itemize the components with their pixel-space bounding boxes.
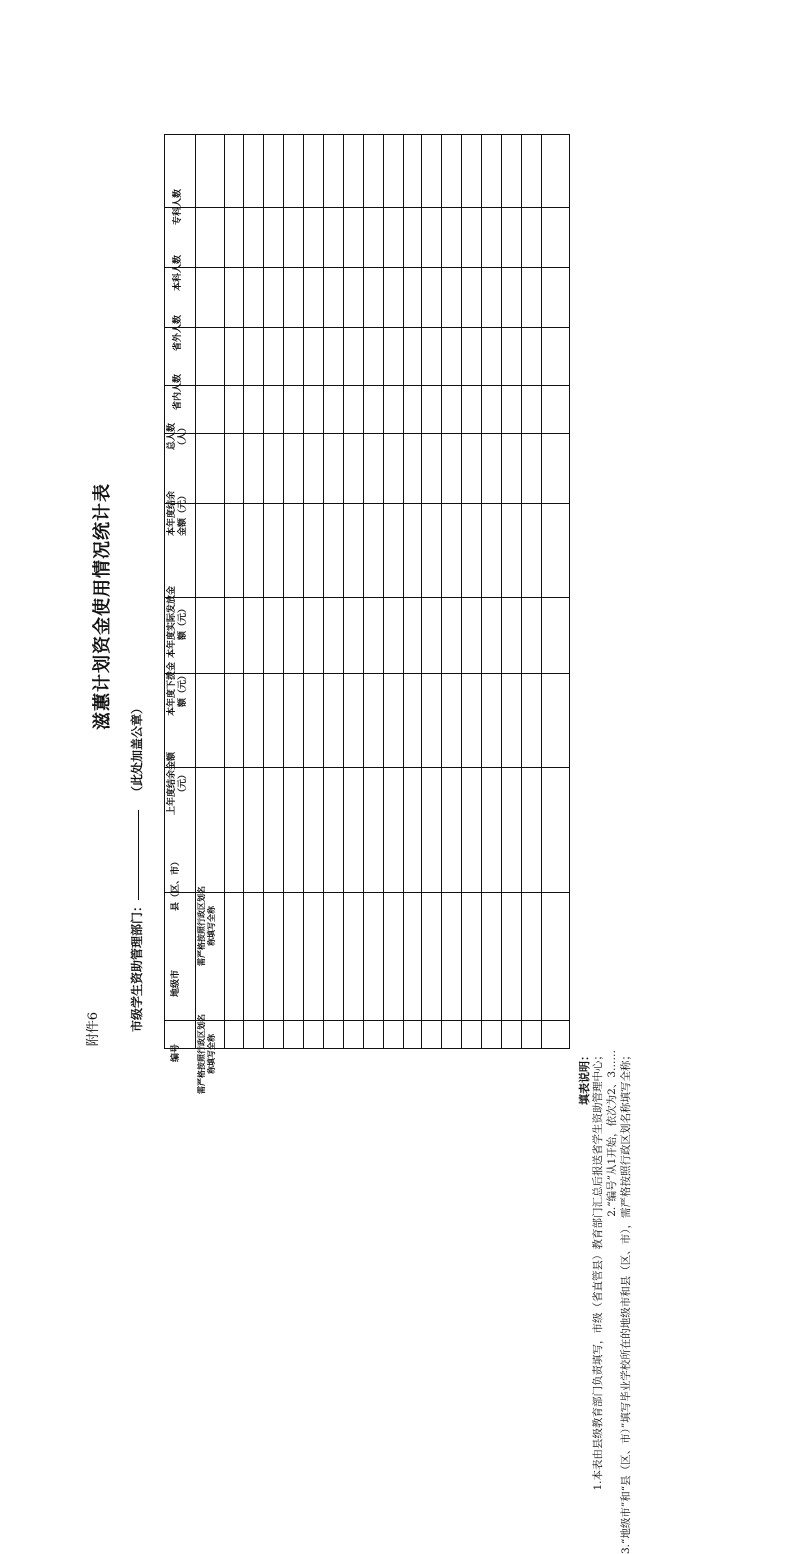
header-text: 额（元） xyxy=(178,671,188,708)
notes-title: 填表说明： xyxy=(578,1050,591,1105)
table-column-divider xyxy=(165,767,569,768)
table-row-divider xyxy=(195,135,196,1048)
note-item: 1.本表由县级教育部门负责填写，市级（省直管县）教育部门汇总后报送省学生资助管理中心； xyxy=(592,1050,604,1491)
header-text: 总人数 xyxy=(167,422,177,450)
table-column-divider xyxy=(165,597,569,598)
stamp-note: （此处加盖公章） xyxy=(130,702,144,799)
header-text: 地级市 xyxy=(171,969,181,997)
table-row-divider xyxy=(323,135,324,1048)
header-text: 本科人数 xyxy=(173,255,183,292)
table-row-divider xyxy=(461,135,462,1048)
header-text: 上年度结余金额 xyxy=(167,751,177,815)
table-row-divider xyxy=(224,135,225,1048)
table-row-divider xyxy=(283,135,284,1048)
table-row-divider xyxy=(363,135,364,1048)
page-title: 滋蕙计划资金使用情况统计表 xyxy=(92,483,113,730)
header-undergrad xyxy=(173,255,184,291)
header-seq xyxy=(171,1044,182,1062)
header-text: 本年度实际发放金 xyxy=(167,586,177,659)
table-column-divider xyxy=(165,207,569,208)
header-city xyxy=(171,970,182,997)
header-text: 省外人数 xyxy=(173,315,183,352)
header-allocated xyxy=(167,662,189,716)
table-column-divider xyxy=(165,433,569,434)
table-row-divider xyxy=(501,135,502,1048)
table-column-divider xyxy=(165,267,569,268)
table-row-divider xyxy=(263,135,264,1048)
table-row-divider xyxy=(303,135,304,1048)
table-row-divider xyxy=(421,135,422,1048)
header-text: 本年度结余 xyxy=(167,490,177,536)
subheader-county xyxy=(197,886,217,966)
note-item: 3.“地级市”和“县（区、市）”填写毕业学校所在的地级市和县（区、市），需严格按照行政区划名称填写全称； xyxy=(620,1050,632,1554)
header-balance xyxy=(167,491,189,536)
table-row-divider xyxy=(383,135,384,1048)
header-total xyxy=(167,423,189,450)
table-column-divider xyxy=(165,503,569,504)
header-text: 县（区、市） xyxy=(171,856,181,911)
header-out-province xyxy=(173,315,184,351)
header-text: 本年度下拨金 xyxy=(167,662,177,717)
header-text: 省内人数 xyxy=(173,374,183,411)
statistics-table xyxy=(164,134,570,1094)
subheader-text: 称填写全称 xyxy=(207,906,216,946)
table-column-divider xyxy=(165,892,569,893)
table-column-divider xyxy=(165,1020,569,1021)
header-text: 编号 xyxy=(171,1044,181,1063)
note-item: 2.“编号”从1开始，依次为2、3…… xyxy=(606,1050,618,1217)
fill-instructions xyxy=(574,440,654,1554)
table-row-divider xyxy=(481,135,482,1048)
table-column-divider xyxy=(165,327,569,328)
table-row-divider xyxy=(403,135,404,1048)
header-text: （元） xyxy=(178,769,188,797)
header-county xyxy=(171,857,182,911)
header-last-balance xyxy=(167,752,189,815)
header-in-province xyxy=(173,374,184,410)
department-label: 市级学生资助管理部门： xyxy=(130,900,144,1033)
attachment-label: 附件6 xyxy=(86,1012,101,1047)
subheader-text: 称填写全称 xyxy=(207,1034,216,1074)
table-column-divider xyxy=(165,673,569,674)
table-row-divider xyxy=(541,135,542,1048)
header-text: 额（元） xyxy=(178,604,188,641)
header-text: （人） xyxy=(178,422,188,450)
subheader-text: 需严格按照行政区划名 xyxy=(197,1014,206,1094)
header-text: 专科人数 xyxy=(173,189,183,226)
table-row-divider xyxy=(243,135,244,1048)
subheader-city xyxy=(197,1014,217,1094)
table-row-divider xyxy=(521,135,522,1048)
header-disbursed xyxy=(167,586,189,658)
department-fill-line[interactable] xyxy=(138,810,139,900)
table-row-divider xyxy=(343,135,344,1048)
table-column-divider xyxy=(165,385,569,386)
header-junior-college xyxy=(173,189,184,225)
subheader-text: 需严格按照行政区划名 xyxy=(197,886,206,966)
header-text: 金额（元） xyxy=(178,490,188,536)
table-row-divider xyxy=(441,135,442,1048)
